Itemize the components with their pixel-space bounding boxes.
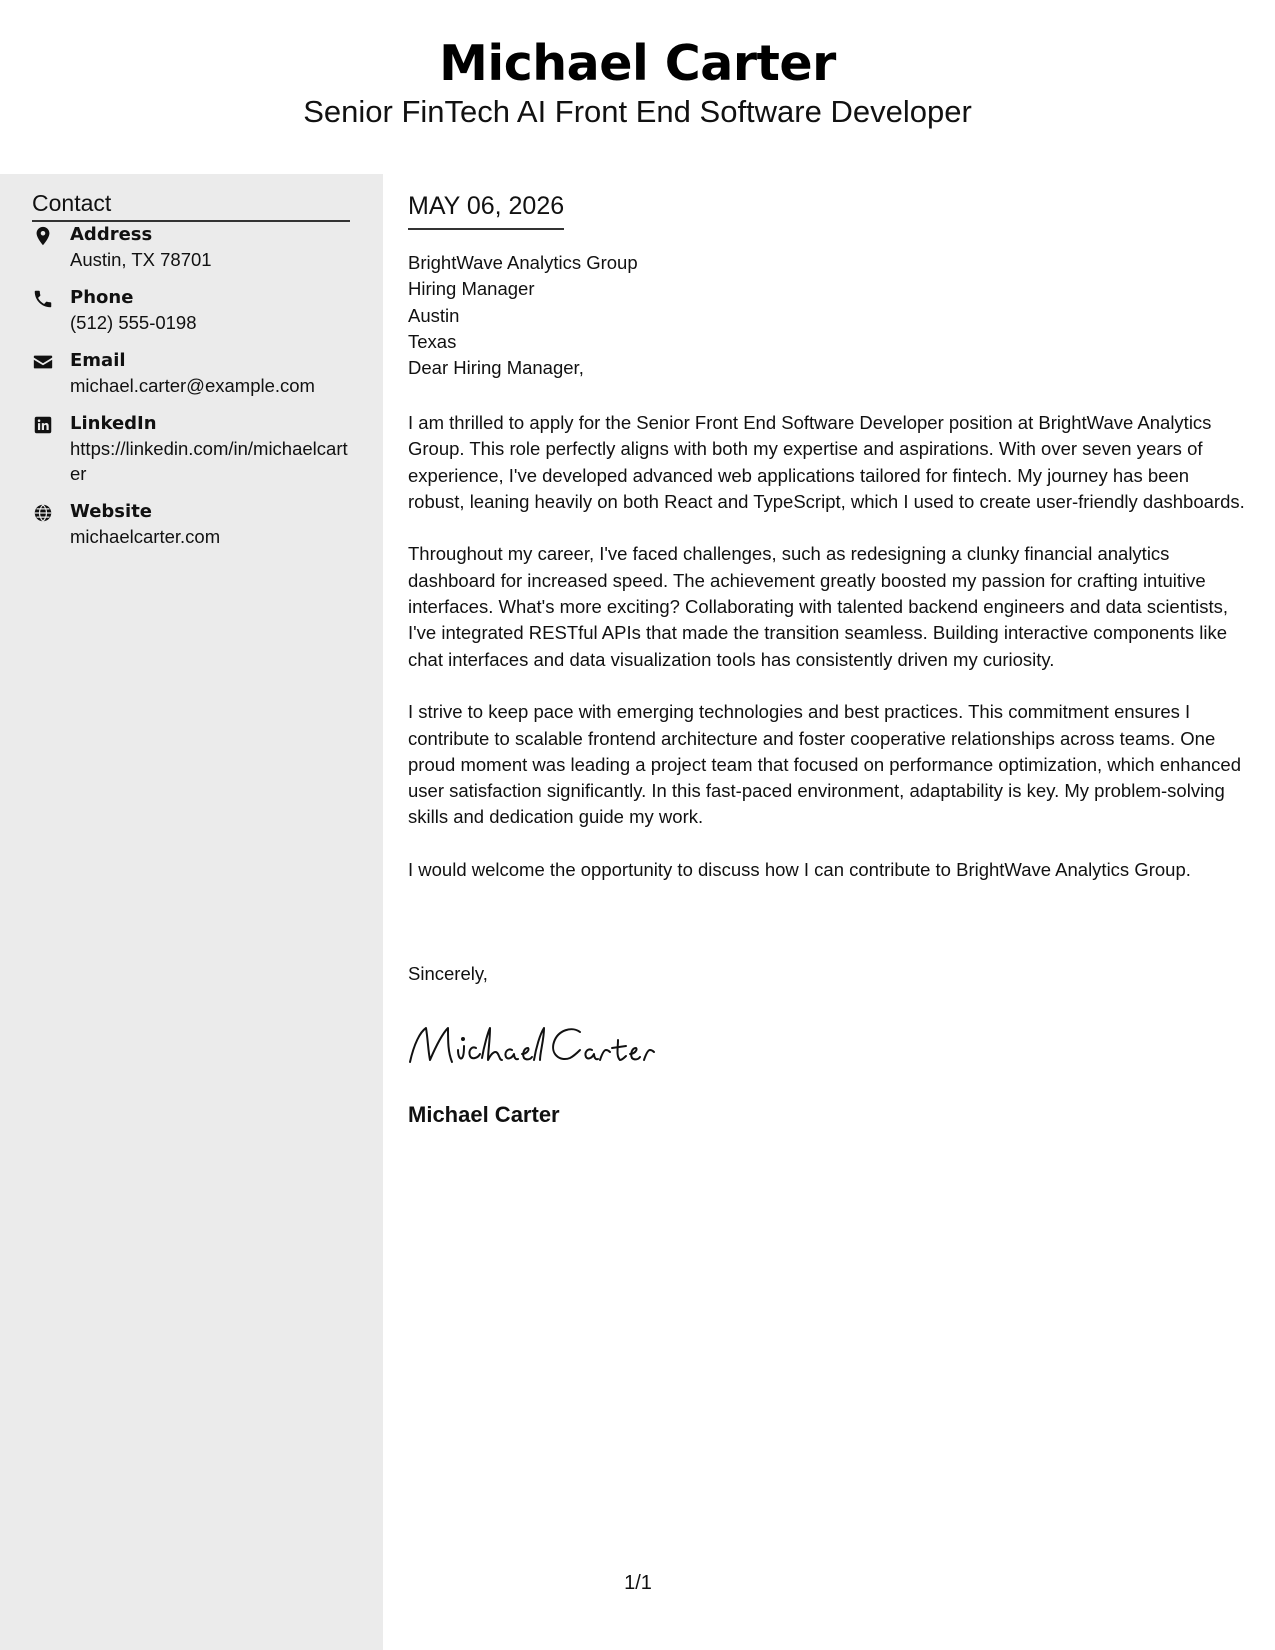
recipient-block xyxy=(408,250,1248,381)
header xyxy=(0,0,1275,174)
letter-paragraph: I would welcome the opportunity to discuss how I can contribute to BrightWave Analytics Group. xyxy=(408,859,1191,881)
applicant-name: Michael Carter xyxy=(439,35,836,92)
salutation: Dear Hiring Manager, xyxy=(408,357,584,379)
envelope-icon xyxy=(32,351,54,373)
contact-value-linkedin[interactable]: https://linkedin.com/in/michaelcarter xyxy=(70,438,348,484)
letter-paragraphs xyxy=(408,410,1248,910)
letter-date: MAY 06, 2026 xyxy=(408,190,564,230)
contact-section-title: Contact xyxy=(32,188,350,222)
contact-label-phone: Phone xyxy=(70,287,134,308)
contact-label-website: Website xyxy=(70,501,153,522)
contact-label-address: Address xyxy=(70,224,153,245)
page-number: 1/1 xyxy=(624,1572,652,1594)
phone-icon xyxy=(32,288,54,310)
contact-label-email: Email xyxy=(70,350,126,371)
signer-name: Michael Carter xyxy=(408,1102,560,1127)
letter-paragraph: I am thrilled to apply for the Senior Front End Software Developer position at BrightWave Analytics Group. This role perfectly aligns with both my expertise and aspirations. With over seven years of experience, I've developed advanced web applications tailored for fintech. My journey has been robust, leaning heavily on both React and TypeScript, which I used to create user-friendly dashboards. xyxy=(408,412,1245,512)
recipient-state: Texas xyxy=(408,330,457,352)
linkedin-icon xyxy=(32,414,54,436)
handwritten-signature xyxy=(408,1022,658,1070)
contact-value-email[interactable]: michael.carter@example.com xyxy=(70,375,315,396)
letter-paragraph: I strive to keep pace with emerging technologies and best practices. This commitment ensures I contribute to scalable frontend architecture and foster cooperative relationships across teams. One proud moment was leading a project team that focused on performance optimization, which enhanced user satisfaction significantly. In this fast-paced environment, adaptability is key. My problem-solving skills and dedication guide my work. xyxy=(408,701,1241,828)
letter-paragraph: Throughout my career, I've faced challenges, such as redesigning a clunky financial analytics dashboard for increased speed. The achievement greatly boosted my passion for crafting intuitive interfaces. What's more exciting? Collaborating with talented backend engineers and data scientists, I've integrated RESTful APIs that made the transition seamless. Building interactive components like chat interfaces and data visualization tools has consistently driven my curiosity. xyxy=(408,543,1229,670)
contact-sidebar xyxy=(0,174,383,1650)
contact-value-phone: (512) 555-0198 xyxy=(70,312,197,333)
contact-label-linkedin: LinkedIn xyxy=(70,413,157,434)
recipient-company: BrightWave Analytics Group xyxy=(408,252,638,273)
closing: Sincerely, xyxy=(408,963,488,984)
globe-icon xyxy=(32,502,54,524)
applicant-title: Senior FinTech AI Front End Software Developer xyxy=(303,94,972,129)
contact-value-address: Austin, TX 78701 xyxy=(70,249,212,270)
recipient-title: Hiring Manager xyxy=(408,278,535,300)
contact-value-website[interactable]: michaelcarter.com xyxy=(70,526,221,547)
recipient-city: Austin xyxy=(408,304,460,326)
map-pin-icon xyxy=(32,225,54,247)
